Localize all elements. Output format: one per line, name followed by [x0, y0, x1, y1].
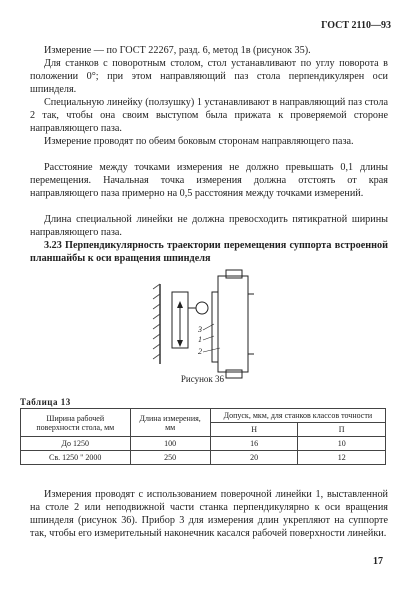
paragraph-6: Длина специальной линейки не должна превосходить пятикратной ширины направляющего паза. — [30, 214, 388, 238]
header-width: Ширина рабочей поверхности стола, мм — [21, 409, 131, 437]
header-class-p: П — [298, 423, 386, 437]
paragraph-4: Измерение проводят по обеим боковым сторонам направляющего паза. — [44, 136, 354, 147]
header-length: Длина измерения, мм — [130, 409, 210, 437]
table-row: Св. 1250 " 2000 250 20 12 — [21, 451, 386, 465]
table-title: Таблица 13 — [20, 397, 71, 407]
paragraph-3: Специальную линейку (ползушку) 1 устанавливают в направляющий паз стола 2 так, чтобы она своим выступом была прижата к проверяемой стороне направляющего паза. — [30, 97, 388, 134]
header-class-h: Н — [210, 423, 298, 437]
figure-label-2: 2 — [198, 347, 202, 356]
figure-caption: Рисунок 36 — [180, 374, 225, 384]
paragraph-5: Расстояние между точками измерения не должно превышать 0,1 длины перемещения. Начальная точка измерения должна отстоять от края направляющего паза примерно на 0,5 расстояния между точками измерений. — [30, 162, 388, 199]
paragraph-2: Для станков с поворотным столом, стол устанавливают по углу поворота в положении 0°; при этом направляющий паз стола перпендикулярен оси шпинделя. — [30, 58, 388, 95]
section-heading: 3.23 Перпендикулярность траектории перемещения суппорта встроенной планшайбы к оси вращения шпинделя — [30, 240, 388, 264]
closing-paragraph: Измерения проводят с использованием поверочной линейки 1, выставленной на столе 2 или неподвижной части станка перпендикулярно к оси вращения шпинделя (рисунок 36). Прибор 3 для измерения длин укрепляют на суппорте так, чтобы его измерительный наконечник касался рабочей поверхности линейки. — [30, 489, 388, 539]
paragraph-1: Измерение — по ГОСТ 22267, разд. 6, метод 1в (рисунок 35). — [44, 45, 311, 56]
document-header: ГОСТ 2110—93 — [321, 20, 391, 31]
figure-label-3: 3 — [198, 325, 202, 334]
tolerance-table — [20, 408, 386, 465]
figure-label-1: 1 — [198, 335, 202, 344]
header-tolerance: Допуск, мкм, для станков классов точности — [210, 409, 385, 423]
page-number: 17 — [373, 556, 383, 567]
figure-diagram — [150, 264, 270, 384]
table-row: До 1250 100 16 10 — [21, 437, 386, 451]
